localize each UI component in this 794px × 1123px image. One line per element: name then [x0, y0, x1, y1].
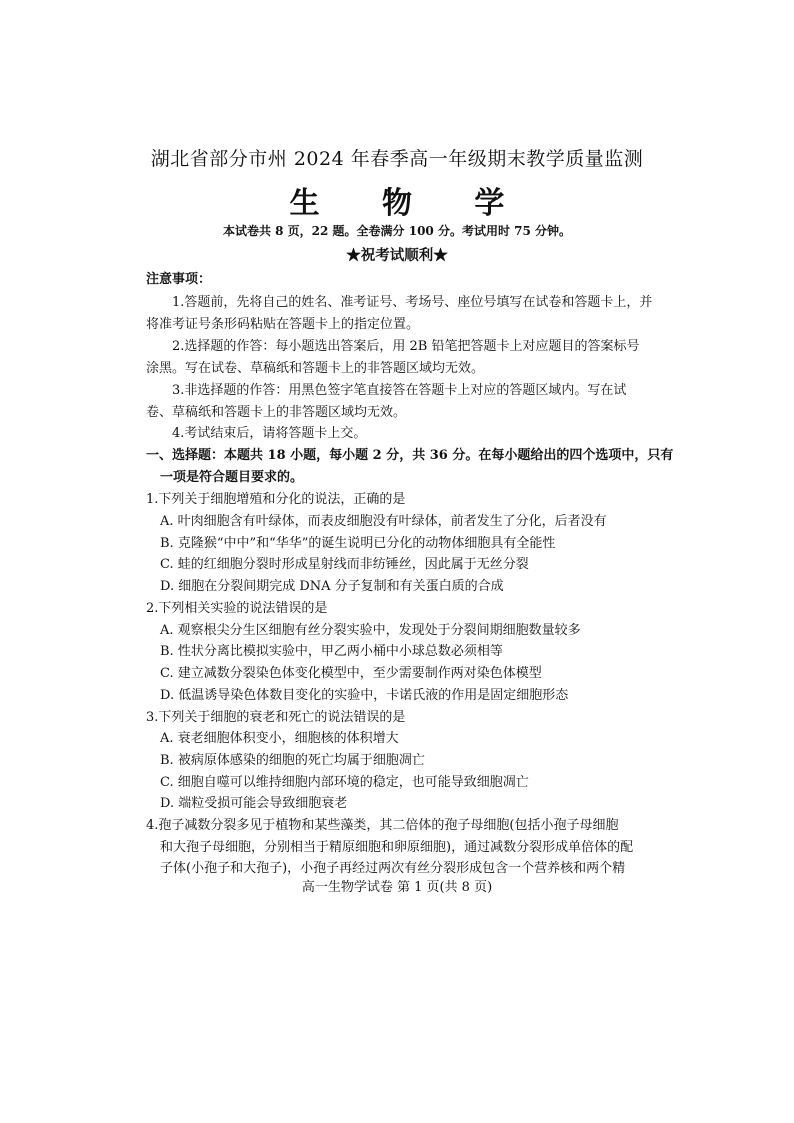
question-2-stem: 2.下列相关实验的说法错误的是 — [146, 601, 328, 616]
page-footer: 高一生物学试卷 第 1 页(共 8 页) — [301, 880, 493, 895]
question-1-option-b: B. 克隆猴“中中”和“华华”的诞生说明已分化的动物体细胞具有全能性 — [160, 536, 556, 551]
question-2-option-b: B. 性状分离比模拟实验中，甲乙两小桶中小球总数必须相等 — [160, 644, 503, 659]
question-2-option-a: A. 观察根尖分生区细胞有丝分裂实验中，发现处于分裂间期细胞数量较多 — [160, 623, 581, 638]
question-3-stem: 3.下列关于细胞的衰老和死亡的说法错误的是 — [146, 710, 406, 725]
notice-heading: 注意事项： — [146, 272, 212, 287]
exam-title: 湖北省部分市州 2024 年春季高一年级期末教学质量监测 — [150, 148, 644, 170]
question-4-line-3: 子体(小孢子和大孢子)，小孢子再经过两次有丝分裂形成包含一个营养核和两个精 — [160, 861, 626, 876]
question-1-option-c: C. 蛙的红细胞分裂时形成星射线而非纺锤丝，因此属于无丝分裂 — [160, 557, 529, 572]
notice-item-1-line-2: 将准考证号条形码粘贴在答题卡上的指定位置。 — [146, 317, 420, 332]
notice-item-2-line-1: 2.选择题的作答：每小题选出答案后，用 2B 铅笔把答题卡上对应题目的答案标号 — [172, 339, 640, 354]
question-1-option-d: D. 细胞在分裂间期完成 DNA 分子复制和有关蛋白质的合成 — [160, 579, 504, 594]
notice-item-3-line-2: 卷、草稿纸和答题卡上的非答题区域均无效。 — [146, 405, 407, 420]
question-3-option-b: B. 被病原体感染的细胞的死亡均属于细胞凋亡 — [160, 753, 425, 768]
question-1-option-a: A. 叶肉细胞含有叶绿体，而表皮细胞没有叶绿体，前者发生了分化，后者没有 — [160, 514, 607, 529]
subject-title: 生 物 学 — [289, 186, 531, 221]
blessing-line: ★祝考试顺利★ — [346, 247, 448, 264]
section-1-heading-line-1: 一、选择题：本题共 18 小题，每小题 2 分，共 36 分。在每小题给出的四个选项中，只有 — [146, 448, 674, 463]
question-4-line-1: 4.孢子减数分裂多见于植物和某些藻类，其二倍体的孢子母细胞(包括小孢子母细胞 — [146, 818, 619, 833]
notice-item-4: 4.考试结束后，请将答题卡上交。 — [172, 426, 367, 441]
question-3-option-d: D. 端粒受损可能会导致细胞衰老 — [160, 796, 348, 811]
question-3-option-a: A. 衰老细胞体积变小，细胞核的体积增大 — [160, 731, 399, 746]
question-1-stem: 1.下列关于细胞增殖和分化的说法，正确的是 — [146, 492, 406, 507]
question-3-option-c: C. 细胞自噬可以维持细胞内部环境的稳定，也可能导致细胞凋亡 — [160, 775, 529, 790]
notice-item-1-line-1: 1.答题前，先将自己的姓名、准考证号、考场号、座位号填写在试卷和答题卡上，并 — [172, 295, 653, 310]
notice-item-3-line-1: 3.非选择题的作答：用黑色签字笔直接答在答题卡上对应的答题区域内。写在试 — [172, 383, 627, 398]
question-2-option-c: C. 建立减数分裂染色体变化模型中，至少需要制作两对染色体模型 — [160, 666, 542, 681]
section-1-heading-line-2: 一项是符合题目要求的。 — [160, 470, 304, 485]
exam-info: 本试卷共 8 页，22 题。全卷满分 100 分。考试用时 75 分钟。 — [222, 224, 572, 238]
notice-item-2-line-2: 涂黑。写在试卷、草稿纸和答题卡上的非答题区域均无效。 — [146, 361, 485, 376]
question-2-option-d: D. 低温诱导染色体数目变化的实验中，卡诺氏液的作用是固定细胞形态 — [160, 688, 569, 703]
question-4-line-2: 和大孢子母细胞，分别相当于精原细胞和卵原细胞)，通过减数分裂形成单倍体的配 — [160, 840, 634, 855]
